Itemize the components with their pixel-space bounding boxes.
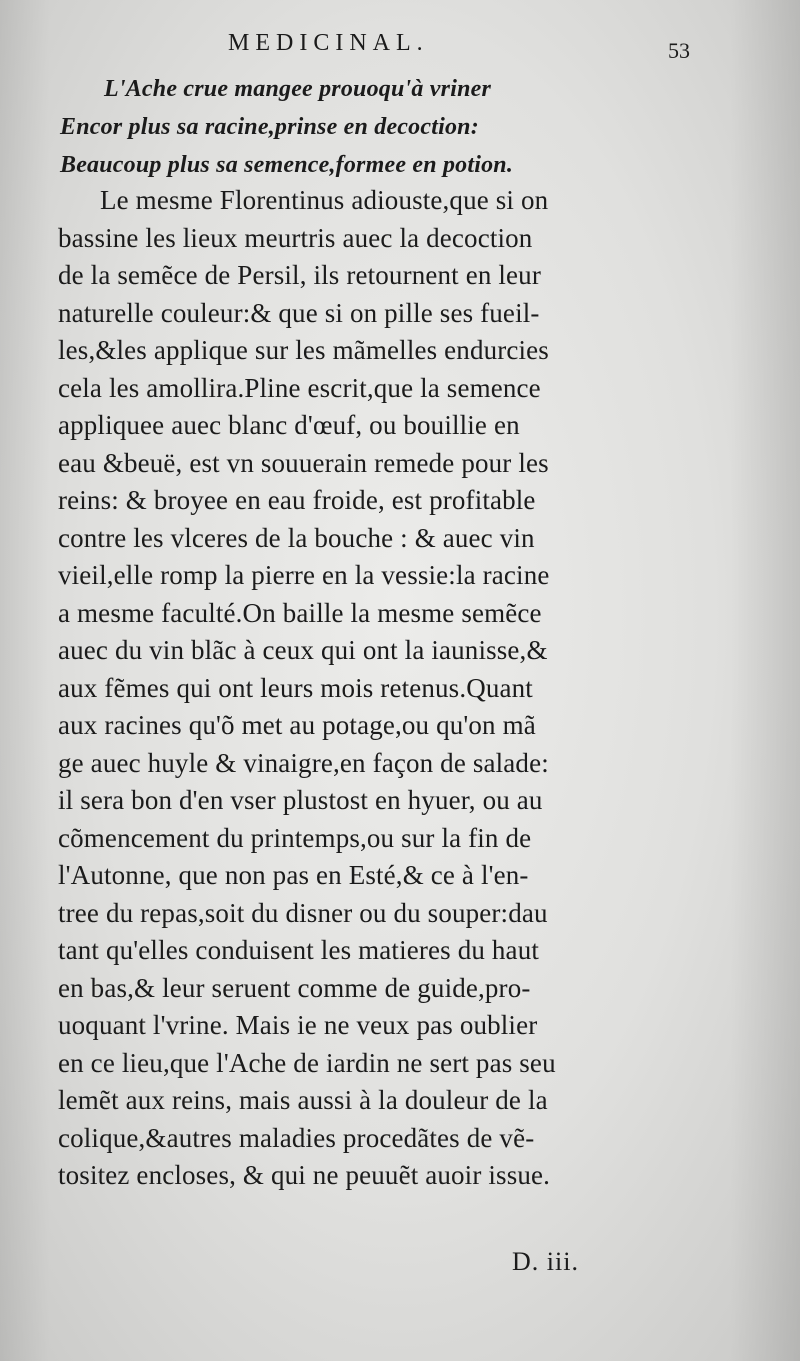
body-line: tree du repas,soit du disner ou du souper:dau <box>58 897 548 928</box>
body-line: tant qu'elles conduisent les matieres du haut <box>58 935 539 965</box>
body-line: cõmencement du printemps,ou sur la fin de <box>58 822 532 853</box>
body-line: naturelle couleur:& que si on pille ses fueil- <box>58 297 540 328</box>
body-line: aux fẽmes qui ont leurs mois retenus.Quant <box>58 672 533 703</box>
body-line: en bas,& leur seruent comme de guide,pro- <box>58 972 531 1003</box>
body-paragraph <box>58 182 698 1195</box>
body-line: de la semẽce de Persil, ils retournent en leur <box>58 260 541 290</box>
body-line: ge auec huyle & vinaigre,en façon de salade: <box>58 747 549 778</box>
body-line: cela les amollira.Pline escrit,que la semence <box>58 372 541 403</box>
running-head: MEDICINAL. <box>228 30 429 56</box>
body-line: en ce lieu,que l'Ache de iardin ne sert pas seu <box>58 1047 556 1078</box>
body-line: uoquant l'vrine. Mais ie ne veux pas oublier <box>58 1010 538 1040</box>
body-line: a mesme faculté.On baille la mesme semẽce <box>58 597 542 628</box>
verse-block <box>60 70 700 184</box>
body-line: les,&les applique sur les mãmelles endurcies <box>58 335 549 365</box>
body-line: colique,&autres maladies procedãtes de vẽ- <box>58 1122 535 1153</box>
page-edge-shadow-right <box>730 0 800 1361</box>
page-edge-shadow-left <box>0 0 50 1361</box>
body-line: aux racines qu'õ met au potage,ou qu'on mã <box>58 710 536 740</box>
verse-line: Beaucoup plus sa semence,formee en potion. <box>60 152 514 178</box>
body-line: il sera bon d'en vser plustost en hyuer, ou au <box>58 785 543 815</box>
body-line: lemẽt aux reins, mais aussi à la douleur de la <box>58 1085 548 1115</box>
signature-mark: D. iii. <box>512 1247 579 1276</box>
page-header <box>0 26 800 66</box>
verse-line: L'Ache crue mangee prouoqu'à vriner <box>104 76 492 102</box>
body-line: bassine les lieux meurtris auec la decoction <box>58 222 533 253</box>
page-number: 53 <box>668 38 690 63</box>
body-line: auec du vin blãc à ceux qui ont la iaunisse,& <box>58 635 548 665</box>
body-line: tositez encloses, & qui ne peuuẽt auoir issue. <box>58 1160 551 1190</box>
body-line: Le mesme Florentinus adiouste,que si on <box>100 185 549 215</box>
body-line: reins: & broyee en eau froide, est profitable <box>58 485 536 515</box>
verse-line: Encor plus sa racine,prinse en decoction: <box>60 114 479 140</box>
body-line: l'Autonne, que non pas en Esté,& ce à l'en- <box>58 860 529 890</box>
body-line: vieil,elle romp la pierre en la vessie:la racine <box>58 560 550 590</box>
body-line: contre les vlceres de la bouche : & auec vin <box>58 522 535 553</box>
body-line: appliquee auec blanc d'œuf, ou bouillie en <box>58 410 520 440</box>
body-line: eau &beuë, est vn souuerain remede pour les <box>58 447 549 478</box>
